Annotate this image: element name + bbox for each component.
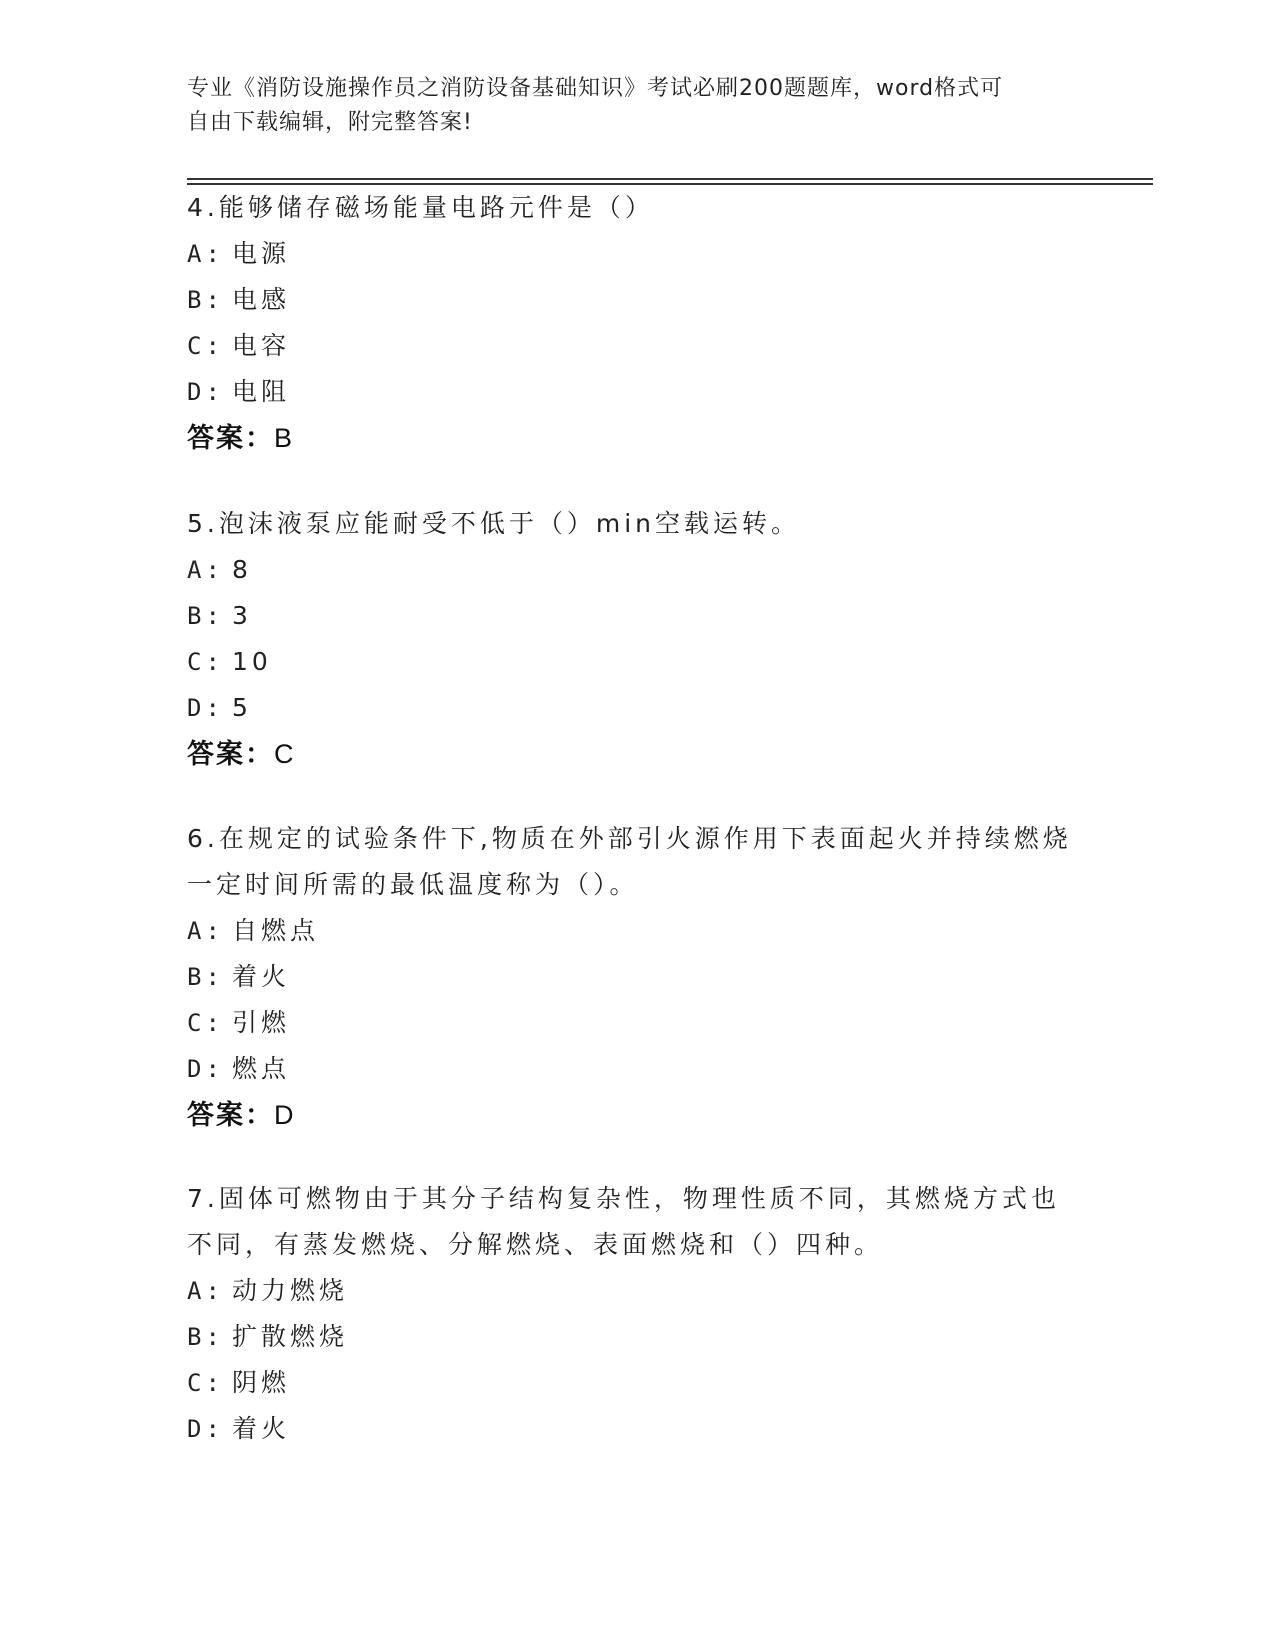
- question-6: [187, 816, 1087, 1139]
- option-text: 电容: [232, 331, 291, 360]
- option-b: [187, 1314, 1087, 1360]
- answer-label: 答案：: [187, 739, 274, 770]
- option-letter: D:: [187, 1415, 224, 1443]
- option-text: 动力燃烧: [232, 1276, 349, 1305]
- answer-line: [187, 731, 1087, 778]
- option-a: [187, 547, 1087, 593]
- option-text: 阴燃: [232, 1368, 291, 1397]
- option-letter: A:: [187, 1277, 224, 1305]
- option-letter: A:: [187, 556, 224, 584]
- option-letter: B:: [187, 1323, 224, 1351]
- option-text: 5: [232, 693, 252, 722]
- option-b: [187, 593, 1087, 639]
- option-a: [187, 231, 1087, 277]
- answer-value: C: [274, 739, 296, 769]
- option-a: [187, 908, 1087, 954]
- option-text: 电感: [232, 285, 291, 314]
- option-text: 电阻: [232, 377, 291, 406]
- option-c: [187, 639, 1087, 685]
- option-c: [187, 1360, 1087, 1406]
- question-stem-line-2: 不同，有蒸发燃烧、分解燃烧、表面燃烧和（）四种。: [187, 1230, 884, 1259]
- option-text: 自燃点: [232, 916, 320, 945]
- option-text: 3: [232, 601, 252, 630]
- option-d: [187, 1046, 1087, 1092]
- option-letter: C:: [187, 332, 224, 360]
- option-b: [187, 277, 1087, 323]
- document-title-line-2: 自由下载编辑，附完整答案!: [187, 110, 473, 135]
- option-text: 燃点: [232, 1054, 291, 1083]
- page-header: [187, 72, 1087, 140]
- option-letter: D:: [187, 378, 224, 406]
- answer-line: [187, 415, 1087, 462]
- option-letter: A:: [187, 917, 224, 945]
- option-text: 着火: [232, 1414, 291, 1443]
- document-title-line-1: 专业《消防设施操作员之消防设备基础知识》考试必刷200题题库，word格式可: [187, 76, 1004, 101]
- question-4: [187, 185, 1087, 462]
- option-text: 扩散燃烧: [232, 1322, 349, 1351]
- option-text: 10: [232, 647, 272, 676]
- answer-value: D: [274, 1100, 296, 1130]
- question-stem: 4.能够储存磁场能量电路元件是（）: [187, 193, 654, 222]
- option-letter: B:: [187, 286, 224, 314]
- option-d: [187, 1406, 1087, 1452]
- header-divider-top: [187, 178, 1153, 180]
- option-text: 电源: [232, 239, 291, 268]
- option-text: 着火: [232, 962, 291, 991]
- answer-value: B: [274, 423, 295, 453]
- option-letter: D:: [187, 694, 224, 722]
- question-7: [187, 1176, 1087, 1452]
- option-letter: A:: [187, 240, 224, 268]
- answer-label: 答案：: [187, 1100, 274, 1131]
- option-letter: B:: [187, 602, 224, 630]
- question-stem-line-2: 一定时间所需的最低温度称为（）。: [187, 870, 639, 899]
- question-5: [187, 501, 1087, 778]
- option-d: [187, 369, 1087, 415]
- answer-line: [187, 1092, 1087, 1139]
- question-stem-line-1: 7.固体可燃物由于其分子结构复杂性，物理性质不同，其燃烧方式也: [187, 1184, 1060, 1213]
- question-stem: 5.泡沫液泵应能耐受不低于（）min空载运转。: [187, 509, 800, 538]
- option-d: [187, 685, 1087, 731]
- option-a: [187, 1268, 1087, 1314]
- option-letter: C:: [187, 1009, 224, 1037]
- option-c: [187, 323, 1087, 369]
- question-stem-line-1: 6.在规定的试验条件下,物质在外部引火源作用下表面起火并持续燃烧: [187, 824, 1072, 853]
- option-text: 8: [232, 555, 252, 584]
- option-c: [187, 1000, 1087, 1046]
- option-letter: D:: [187, 1055, 224, 1083]
- option-b: [187, 954, 1087, 1000]
- option-letter: C:: [187, 1369, 224, 1397]
- option-text: 引燃: [232, 1008, 291, 1037]
- option-letter: B:: [187, 963, 224, 991]
- option-letter: C:: [187, 648, 224, 676]
- answer-label: 答案：: [187, 423, 274, 454]
